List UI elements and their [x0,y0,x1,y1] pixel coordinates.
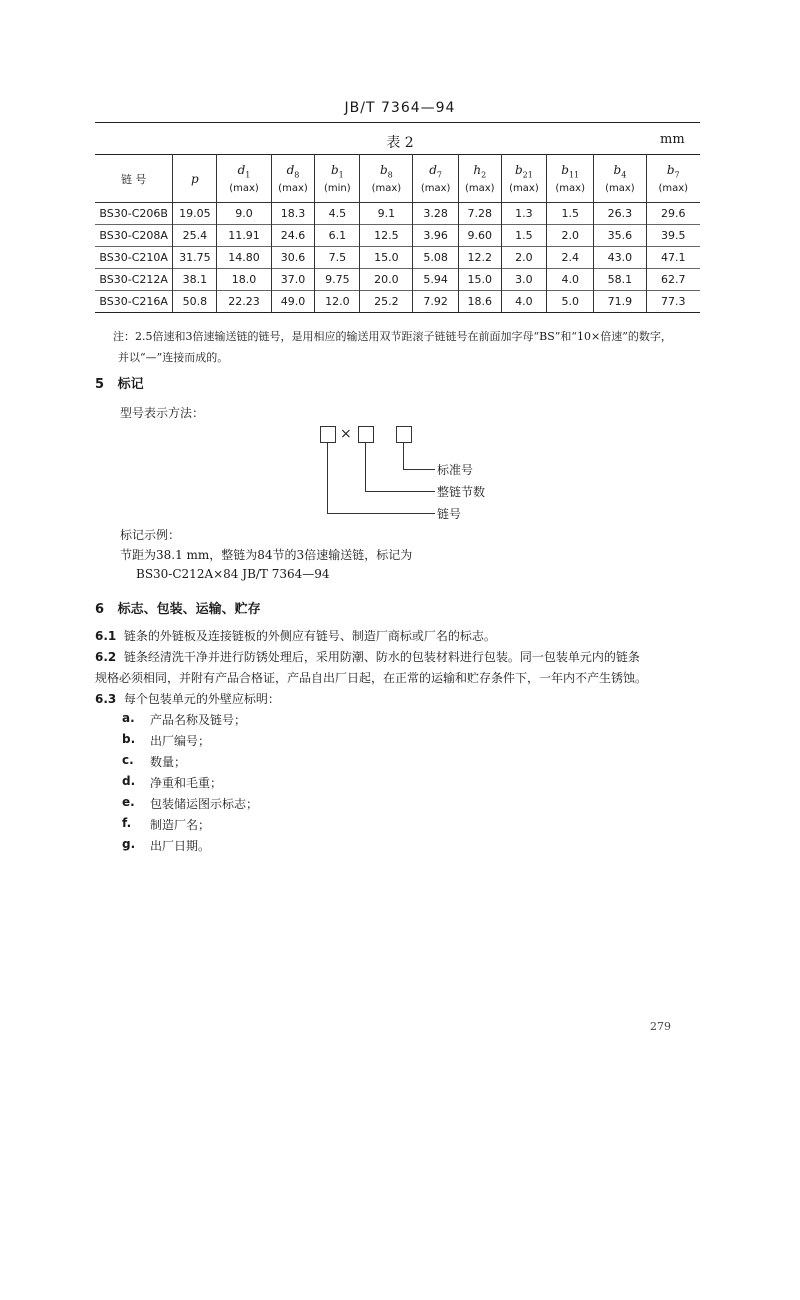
column-symbol: d [429,163,437,178]
column-qualifier: (max) [555,182,585,194]
column-header [646,155,700,203]
table-cell: 6.1 [315,225,360,247]
chain-spec-table [95,154,700,313]
list-item-text: 出厂日期。 [150,839,211,853]
table-cell: 18.0 [217,269,271,291]
column-header [95,155,173,203]
table-cell: 9.75 [315,269,360,291]
chain-leader-horizontal [327,513,435,514]
table-cell: 29.6 [646,203,700,225]
table-cell: 35.6 [594,225,646,247]
standard-code-header: JB/T 7364—94 [344,100,456,116]
table-cell: 5.0 [547,291,594,313]
table-cell: 2.0 [501,247,546,269]
standard-leader-horizontal [403,469,435,470]
chain-number-cell: BS30-C210A [95,247,173,269]
column-symbol: b [613,163,622,178]
example-line-1: 节距为38.1 mm，整链为84节的3倍速输送链，标记为 [120,548,413,562]
column-qualifier: (max) [658,182,689,194]
table-cell: 43.0 [594,247,646,269]
table-cell: 62.7 [646,269,700,291]
table-cell: 38.1 [173,269,217,291]
table-cell: 31.75 [173,247,217,269]
column-symbol: b [379,163,388,178]
table-cell: 5.08 [413,247,458,269]
header-rule [95,122,700,123]
table-cell: 1.5 [501,225,546,247]
list-item-label: b. [122,732,136,746]
column-subscript: 1 [338,170,344,180]
table-cell: 1.3 [501,203,546,225]
table-row [95,291,700,313]
table-cell: 71.9 [594,291,646,313]
clause-6-2-line-1: 链条经清洗干净并进行防锈处理后，采用防潮、防水的包装材料进行包装。同一包装单元内的链条 [123,650,640,664]
standard-leader-vertical [403,443,404,469]
table-cell: 9.0 [217,203,271,225]
column-symbol: b [330,163,339,178]
list-item-text: 数量； [150,755,187,769]
table-cell: 37.0 [271,269,315,291]
column-symbol: b [666,163,675,178]
table-cell: 25.4 [173,225,217,247]
clause-6-1-text: 链条的外链板及连接链板的外侧应有链号、制造厂商标或厂名的标志。 [123,629,496,643]
multiply-sign: × [340,426,352,442]
column-symbol: d [286,163,295,178]
table-row [95,269,700,291]
table-cell: 15.0 [458,269,501,291]
table-cell: 26.3 [594,203,646,225]
column-qualifier: (max) [420,182,451,194]
column-symbol: b [561,163,569,178]
clause-6-1 [95,626,705,647]
column-qualifier: (max) [371,182,402,194]
table-cell: 9.60 [458,225,501,247]
table-cell: 58.1 [594,269,646,291]
chain-number-cell: BS30-C212A [95,269,173,291]
link-count-box [358,426,374,443]
section-5-title: 标记 [117,377,144,392]
table-cell: 2.0 [547,225,594,247]
table-cell: 12.0 [315,291,360,313]
column-qualifier: (max) [229,182,259,194]
list-item-text: 产品名称及链号； [150,713,247,727]
label-link-count: 整链节数 [437,485,486,499]
table-cell: 22.23 [217,291,271,313]
example-marking: BS30-C212A×84 JB/T 7364—94 [136,567,330,581]
list-item-text: 制造厂名； [150,818,211,832]
column-header [271,155,315,203]
note-line-2: 并以“—”连接而成的。 [118,351,229,364]
column-subscript: 2 [481,170,487,180]
column-subscript: 4 [621,170,627,180]
column-header [173,155,217,203]
chain-number-cell: BS30-C208A [95,225,173,247]
column-qualifier: (min) [323,182,351,194]
column-qualifier: (max) [509,182,539,194]
list-item-label: a. [122,711,135,725]
table-title: 表 2 [386,135,414,151]
clause-6-3-text: 每个包装单元的外壁应标明： [123,692,280,706]
table-header-row [95,155,700,203]
table-body [95,203,700,313]
column-subscript: 1 [245,170,251,180]
column-symbol: b [514,163,523,178]
links-leader-horizontal [365,491,435,492]
table-cell: 4.5 [315,203,360,225]
table-cell: 25.2 [360,291,413,313]
table-cell: 18.6 [458,291,501,313]
table-cell: 20.0 [360,269,413,291]
column-qualifier: (max) [605,182,635,194]
column-header [360,155,413,203]
column-symbol: p [191,171,199,186]
list-item-label: f. [122,816,132,830]
table-cell: 2.4 [547,247,594,269]
table-cell: 14.80 [217,247,271,269]
table-cell: 7.92 [413,291,458,313]
label-standard-number: 标准号 [437,463,474,477]
table-cell: 47.1 [646,247,700,269]
table-cell: 5.94 [413,269,458,291]
table-cell: 12.5 [360,225,413,247]
table-cell: 12.2 [458,247,501,269]
column-symbol: h [473,163,482,178]
table-cell: 7.5 [315,247,360,269]
list-item-label: d. [122,774,136,788]
clause-6-3 [95,689,705,710]
table-cell: 3.0 [501,269,546,291]
table-row [95,247,700,269]
clause-6-2-number: 6.2 [95,650,117,664]
table-cell: 18.3 [271,203,315,225]
column-header-label: 链 号 [120,172,147,186]
column-subscript: 8 [387,170,393,180]
column-header [458,155,501,203]
chain-leader-vertical [327,443,328,513]
list-item-label: e. [122,795,135,809]
section-6-heading [95,598,261,617]
chain-number-cell: BS30-C206B [95,203,173,225]
list-item-label: c. [122,753,134,767]
table-cell: 24.6 [271,225,315,247]
column-header [413,155,458,203]
model-intro: 型号表示方法： [120,406,205,420]
section-6-title: 标志、包装、运输、贮存 [117,602,261,617]
table-cell: 39.5 [646,225,700,247]
list-item-text: 包装储运图示标志； [150,797,259,811]
column-subscript: 11 [568,170,580,180]
table-unit: mm [660,132,685,147]
table-note [113,326,703,368]
section-6-number: 6 [95,602,105,617]
links-leader-vertical [365,443,366,491]
chain-number-box [320,426,336,443]
column-subscript: 21 [522,170,533,180]
table-cell: 30.6 [271,247,315,269]
table-cell: 77.3 [646,291,700,313]
column-header [501,155,546,203]
column-header [594,155,646,203]
clause-6-1-number: 6.1 [95,629,117,643]
page-number: 279 [650,1020,671,1033]
table-cell: 15.0 [360,247,413,269]
column-header [315,155,360,203]
table-cell: 50.8 [173,291,217,313]
table-cell: 19.05 [173,203,217,225]
table-cell: 9.1 [360,203,413,225]
column-subscript: 7 [674,170,680,180]
clause-6-2-line-2: 规格必须相同，并附有产品合格证，产品自出厂日起，在正常的运输和贮存条件下，一年内不产生锈蚀。 [95,671,648,685]
table-cell: 4.0 [547,269,594,291]
table-cell: 49.0 [271,291,315,313]
column-qualifier: (max) [278,182,308,194]
column-symbol: d [237,163,246,178]
table-cell: 3.96 [413,225,458,247]
clause-6-2 [95,647,705,689]
list-item-text: 出厂编号； [150,734,211,748]
table-row [95,203,700,225]
column-header [217,155,271,203]
label-chain-number: 链号 [437,507,462,521]
column-subscript: 8 [294,170,300,180]
column-qualifier: (max) [464,182,495,194]
section-5-number: 5 [95,377,105,392]
table-row [95,225,700,247]
list-item-label: g. [122,837,136,851]
standard-number-box [396,426,412,443]
table-cell: 11.91 [217,225,271,247]
section-5-heading [95,373,144,392]
table-cell: 1.5 [547,203,594,225]
list-item-text: 净重和毛重； [150,776,223,790]
clause-6-3-number: 6.3 [95,692,117,706]
note-line-1: 注：2.5倍速和3倍速输送链的链号，是用相应的输送用双节距滚子链链号在前面加字母“BS”和“10×倍速”的数字， [113,330,672,343]
table-cell: 3.28 [413,203,458,225]
example-title: 标记示例： [120,528,181,542]
table-cell: 4.0 [501,291,546,313]
column-header [547,155,594,203]
column-subscript: 7 [436,170,443,180]
table-cell: 7.28 [458,203,501,225]
chain-number-cell: BS30-C216A [95,291,173,313]
